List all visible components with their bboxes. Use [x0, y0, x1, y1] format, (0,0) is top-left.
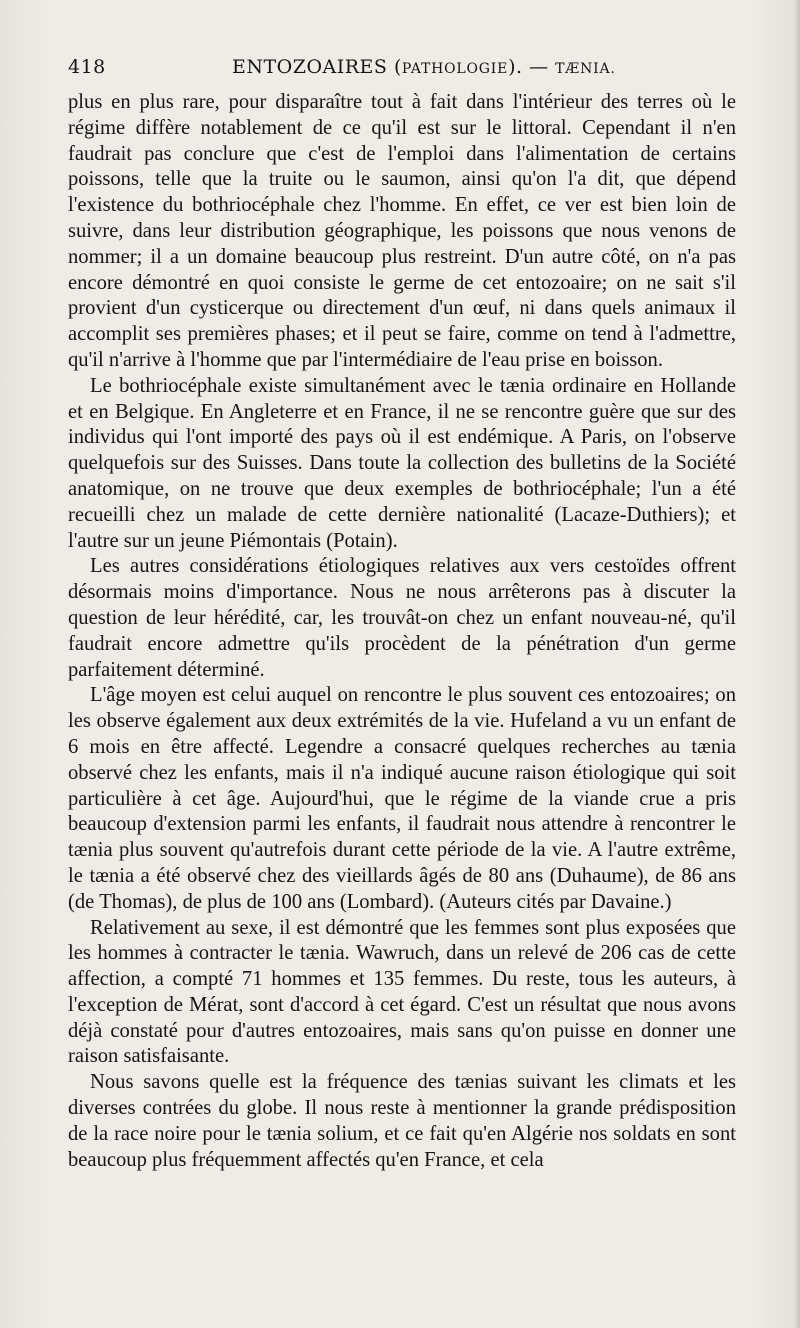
title-section: TÆNIA.	[555, 61, 616, 77]
paragraph: L'âge moyen est celui auquel on rencontre le plus souvent ces entozoaires; on les observe également aux deux extrémités de la vie. Hufeland a vu un enfant de 6 mois en être affecté. Legendre a consacré quelques recherches au tænia observé chez les enfants, mais il n'a indiqué aucune raison étiologique qui soit particulière à cet âge. Aujourd'hui, que le régime de la viande crue a pris beaucoup d'extension parmi les enfants, il faudrait nous attendre à rencontrer le tænia plus souvent qu'autrefois durant cette période de la vie. A l'autre extrême, le tænia a été observé chez des vieillards âgés de 80 ans (Duhaume), de 86 ans (de Thomas), de plus de 100 ans (Lombard). (Auteurs cités par Davaine.)	[68, 684, 736, 913]
title-subject: PATHOLOGIE	[401, 61, 509, 77]
body-text	[68, 90, 736, 1173]
paragraph: Nous savons quelle est la fréquence des tænias suivant les climats et les diverses contrées du globe. Il nous reste à mentionner la grande prédisposition de la race noire pour le tænia solium, et ce fait qu'en Algérie nos soldats en sont beaucoup plus fréquemment affectés qu'en France, et cela	[68, 1071, 736, 1171]
running-header	[68, 56, 736, 86]
page-number: 418	[68, 56, 106, 78]
title-main: ENTOZOAIRES (	[232, 56, 402, 78]
running-title	[232, 56, 616, 78]
paragraph: Les autres considérations étiologiques relatives aux vers cestoïdes offrent désormais moins d'importance. Nous ne nous arrêterons pas à discuter la question de leur hérédité, car, les trouvât-on chez un enfant nouveau-né, qu'il faudrait encore admettre qu'ils procèdent de la pénétration d'un germe parfaitement déterminé.	[68, 555, 736, 681]
paragraph: Relativement au sexe, il est démontré que les femmes sont plus exposées que les hommes à contracter le tænia. Wawruch, dans un relevé de 206 cas de cette affection, a compté 71 hommes et 135 femmes. Du reste, tous les auteurs, à l'exception de Mérat, sont d'accord à cet égard. C'est un résultat que nous avons déjà constaté pour d'autres entozoaires, mais sans qu'on puisse en donner une raison satisfaisante.	[68, 916, 736, 1068]
title-separator: ). —	[508, 56, 556, 78]
page-edge-shadow	[794, 0, 800, 1328]
paragraph: Le bothriocéphale existe simultanément avec le tænia ordinaire en Hollande et en Belgique. En Angleterre et en France, il ne se rencontre guère que sur des individus qui l'ont importé des pays où il est endémique. A Paris, on l'observe quelquefois sur des Suisses. Dans toute la collection des bulletins de la Société anatomique, on ne trouve que deux exemples de bothriocéphale; l'un a été recueilli chez un malade de cette dernière nationalité (Lacaze-Duthiers); et l'autre sur un jeune Piémontais (Potain).	[68, 374, 736, 552]
paragraph: plus en plus rare, pour disparaître tout à fait dans l'intérieur des terres où le régime diffère notablement de ce qu'il est sur le littoral. Cependant il n'en faudrait pas conclure que c'est de l'emploi dans l'alimentation de certains poissons, telle que la truite ou le saumon, ainsi qu'on l'a dit, que dépend l'existence du bothriocéphale chez l'homme. En effet, ce ver est bien loin de suivre, dans leur distribution géographique, les poissons que nous venons de nommer; il a un domaine beaucoup plus restreint. D'un autre côté, on n'a pas encore démontré en quoi consiste le germe de cet entozoaire; on ne sait s'il provient d'un cysticerque ou directement d'un œuf, ni dans quels animaux il accomplit ses premières phases; et il peut se faire, comme on tend à l'admettre, qu'il n'arrive à l'homme que par l'intermédiaire de l'eau prise en boisson.	[68, 91, 736, 371]
